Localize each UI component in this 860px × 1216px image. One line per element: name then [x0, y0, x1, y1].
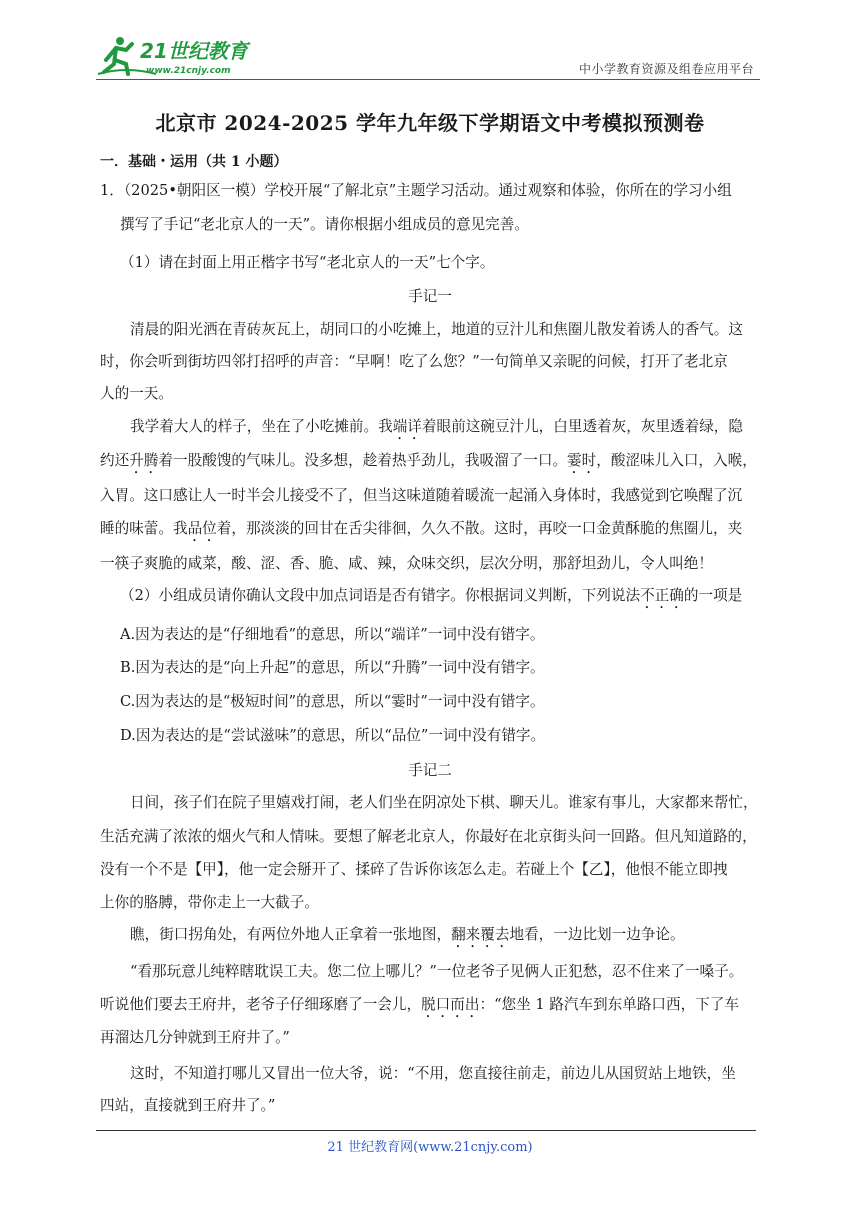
note1-p2-line4: 睡的味蕾。我品位着，那淡淡的回甘在舌尖徘徊，久久不散。这时，再咬一口金黄酥脆的焦圈儿，夹 — [100, 520, 743, 537]
page-header — [96, 34, 760, 80]
emphasized-word-buzhengque: 不正确 — [640, 587, 684, 604]
note1-p1-line1: 清晨的阳光洒在青砖灰瓦上，胡同口的小吃摊上，地道的豆汁儿和焦圈儿散发着诱人的香气。这 — [130, 321, 743, 338]
note1-p1-line2: 时，你会听到街坊四邻打招呼的声音：“早啊！吃了么您？”一句简单又亲昵的问候，打开了老北京 — [100, 353, 728, 370]
q2-option-a: A.因为表达的是“仔细地看”的意思，所以“端详”一词中没有错字。 — [120, 626, 545, 643]
note1-heading: 手记一 — [408, 288, 452, 305]
note2-p3-line1: “看那玩意儿纯粹瞎耽误工夫。您二位上哪儿？”一位老爷子见俩人正犯愁，忍不住来了一嗓子。 — [130, 963, 744, 980]
emphasized-word-shashi: 霎时 — [567, 452, 597, 469]
emphasized-word-fanlaifuqu: 翻来覆去 — [451, 926, 510, 943]
note2-p1-line1: 日间，孩子们在院子里嬉戏打闹，老人们坐在阴凉处下棋、聊天儿。谁家有事儿，大家都来帮忙， — [130, 794, 758, 811]
note2-heading: 手记二 — [408, 762, 452, 779]
note1-p2-line1: 我学着大人的样子，坐在了小吃摊前。我端详着眼前这碗豆汁儿，白里透着灰，灰里透着绿，隐 — [130, 418, 743, 435]
note1-p2-line5: 一筷子爽脆的咸菜，酸、涩、香、脆、咸、辣，众味交织，层次分明，那舒坦劲儿，令人叫绝！ — [100, 555, 713, 572]
header-tagline: 中小学教育资源及组卷应用平台 — [578, 62, 754, 76]
emphasized-word-tuokouerchu: 脱口而出 — [421, 996, 480, 1013]
section-heading: 一．基础・运用（共 1 小题） — [100, 154, 288, 170]
logo-url: www.21cnjy.com — [146, 66, 231, 76]
q2-option-d: D.因为表达的是“尝试滋味”的意思，所以“品位”一词中没有错字。 — [120, 727, 546, 744]
site-logo — [96, 34, 266, 78]
emphasized-word-duanxiang: 端详 — [392, 418, 422, 435]
q2-stem: （2）小组成员请你确认文段中加点词语是否有错字。你根据词义判断，下列说法不正确的一项是 — [120, 587, 743, 604]
note2-p4-line2: 四站，直接就到王府井了。” — [100, 1097, 276, 1114]
q2-option-b: B.因为表达的是“向上升起”的意思，所以“升腾”一词中没有错字。 — [120, 659, 545, 676]
header-divider — [96, 79, 760, 80]
note2-p1-line4: 上你的胳膊，带你走上一大截子。 — [100, 894, 319, 911]
footer-divider — [96, 1130, 756, 1131]
logo-text: 21世纪教育 — [140, 39, 248, 63]
note1-p2-line3: 入胃。这口感让人一时半会儿接受不了，但当这味道随着暖流一起涌入身体时，我感觉到它唤醒了沉 — [100, 487, 743, 504]
note2-p1-line2: 生活充满了浓浓的烟火气和人情味。要想了解老北京人，你最好在北京街头问一回路。但凡知道路的， — [100, 828, 757, 845]
note2-p2-line1: 瞧，街口拐角处，有两位外地人正拿着一张地图，翻来覆去地看，一边比划一边争论。 — [130, 926, 685, 943]
note2-p4-line1: 这时，不知道打哪儿又冒出一位大爷，说：“不用，您直接往前走，前边儿从国贸站上地铁，坐 — [130, 1065, 736, 1082]
note2-p3-line3: 再溜达几分钟就到王府井了。” — [100, 1029, 290, 1046]
q1-sub1: （1）请在封面上用正楷字书写“老北京人的一天”七个字。 — [120, 254, 495, 271]
emphasized-word-pinwei: 品位 — [187, 520, 217, 537]
note1-p1-line3: 人的一天。 — [100, 385, 173, 402]
q1-line1: 1．（2025•朝阳区一模）学校开展“了解北京”主题学习活动。通过观察和体验，你所在的学习小组 — [100, 182, 732, 199]
q1-line2: 撰写了手记“老北京人的一天”。请你根据小组成员的意见完善。 — [120, 216, 529, 233]
emphasized-word-shengteng: 升腾 — [129, 452, 159, 469]
q2-option-c: C.因为表达的是“极短时间”的意思，所以“霎时”一词中没有错字。 — [120, 693, 545, 710]
page-title: 北京市 2024-2025 学年九年级下学期语文中考模拟预测卷 — [155, 111, 705, 135]
note2-p3-line2: 听说他们要去王府井，老爷子仔细琢磨了一会儿，脱口而出：“您坐 1 路汽车到东单路口西，下了车 — [100, 996, 739, 1013]
footer-link[interactable]: 21 世纪教育网(www.21cnjy.com) — [327, 1140, 533, 1155]
note2-p1-line3: 没有一个不是【甲】，他一定会掰开了、揉碎了告诉你该怎么走。若碰上个【乙】，他恨不能立即拽 — [100, 861, 728, 878]
note1-p2-line2: 约还升腾着一股酸馊的气味儿。没多想，趁着热乎劲儿，我吸溜了一口。霎时，酸涩味儿入口，入喉， — [100, 452, 757, 469]
